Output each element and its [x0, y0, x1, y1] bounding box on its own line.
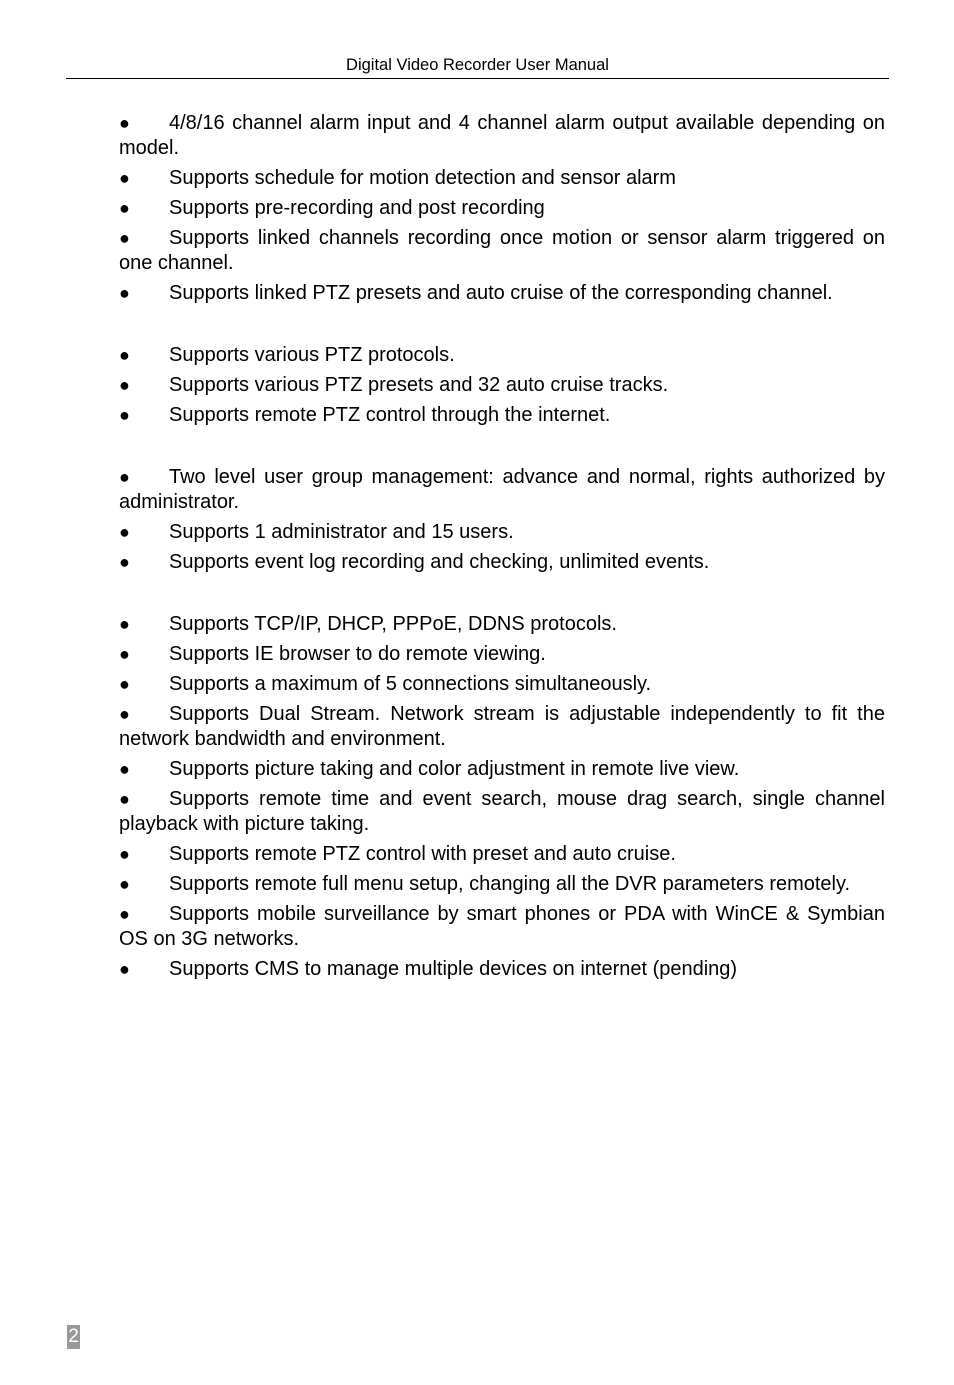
bullet-icon: ● [119, 904, 130, 924]
list-item: ● Supports linked PTZ presets and auto cruise of the corresponding channel. [119, 282, 833, 304]
list-item: ● Supports remote PTZ control through the internet. [119, 404, 611, 426]
feature-group-network [119, 612, 885, 982]
header-title: Digital Video Recorder User Manual [346, 56, 609, 74]
bullet-icon: ● [119, 674, 130, 694]
list-item: ● Supports IE browser to do remote viewing. [119, 643, 546, 665]
list-item: ● Supports mobile surveillance by smart phones or PDA with WinCE & Symbian OS on 3G networks. [119, 903, 885, 950]
feature-list [119, 111, 885, 987]
bullet-icon: ● [119, 168, 130, 188]
list-item: ● Supports remote time and event search, mouse drag search, single channel playback with picture taking. [119, 788, 885, 835]
page-header [66, 54, 889, 79]
bullet-icon: ● [119, 345, 130, 365]
page-number: 2 [68, 1326, 79, 1347]
list-item: ● Supports pre-recording and post recording [119, 197, 545, 219]
list-item: ● Supports various PTZ presets and 32 auto cruise tracks. [119, 374, 669, 396]
bullet-icon: ● [119, 874, 130, 894]
list-item: ● Supports a maximum of 5 connections simultaneously. [119, 673, 652, 695]
list-item: ● Supports linked channels recording once motion or sensor alarm triggered on one channel. [119, 227, 885, 274]
list-item: ● 4/8/16 channel alarm input and 4 channel alarm output available depending on model. [119, 112, 885, 159]
bullet-icon: ● [119, 375, 130, 395]
list-item: ● Supports schedule for motion detection and sensor alarm [119, 167, 676, 189]
feature-group-users [119, 465, 885, 575]
feature-group-alarm [119, 111, 885, 306]
bullet-icon: ● [119, 644, 130, 664]
bullet-icon: ● [119, 283, 130, 303]
bullet-icon: ● [119, 704, 130, 724]
list-item: ● Supports 1 administrator and 15 users. [119, 521, 514, 543]
bullet-icon: ● [119, 467, 130, 487]
list-item: ● Supports remote full menu setup, changing all the DVR parameters remotely. [119, 873, 851, 895]
bullet-icon: ● [119, 959, 130, 979]
list-item: ● Supports picture taking and color adjustment in remote live view. [119, 758, 740, 780]
bullet-icon: ● [119, 552, 130, 572]
bullet-icon: ● [119, 522, 130, 542]
bullet-icon: ● [119, 113, 130, 133]
list-item: ● Supports TCP/IP, DHCP, PPPoE, DDNS protocols. [119, 613, 617, 635]
list-item: ● Two level user group management: advance and normal, rights authorized by administrator. [119, 466, 885, 513]
list-item: ● Supports Dual Stream. Network stream is adjustable independently to fit the network bandwidth and environment. [119, 703, 885, 750]
list-item: ● Supports event log recording and checking, unlimited events. [119, 551, 710, 573]
bullet-icon: ● [119, 759, 130, 779]
feature-group-ptz [119, 343, 885, 428]
bullet-icon: ● [119, 614, 130, 634]
bullet-icon: ● [119, 844, 130, 864]
list-item: ● Supports remote PTZ control with preset and auto cruise. [119, 843, 676, 865]
bullet-icon: ● [119, 228, 130, 248]
list-item: ● Supports CMS to manage multiple devices on internet (pending) [119, 958, 738, 980]
bullet-icon: ● [119, 198, 130, 218]
bullet-icon: ● [119, 405, 130, 425]
list-item: ● Supports various PTZ protocols. [119, 344, 455, 366]
bullet-icon: ● [119, 789, 130, 809]
